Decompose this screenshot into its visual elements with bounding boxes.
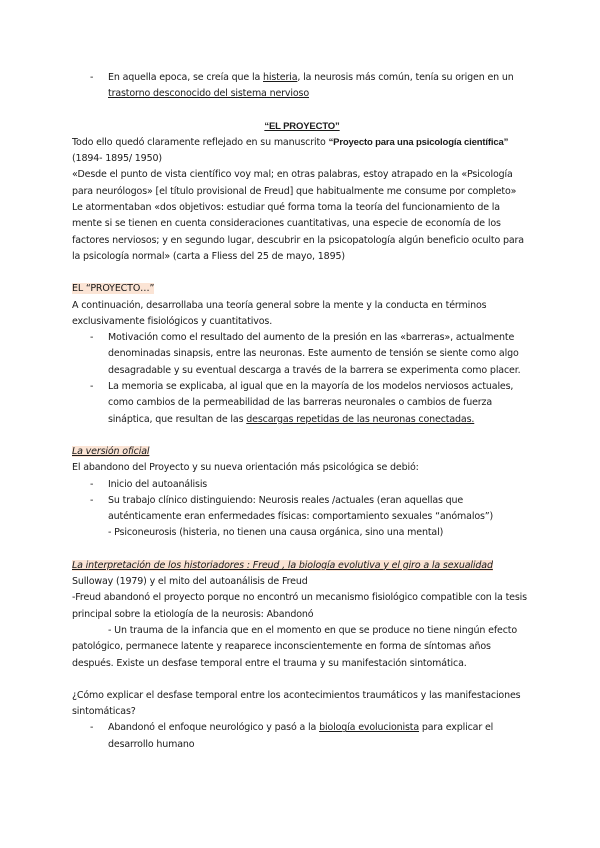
document-page [72,70,532,753]
proyecto2-bullet-1 [72,330,532,379]
highlighted-heading: EL “PROYECTO…” [72,283,155,295]
histeria-underlined: histeria [263,72,298,83]
manuscript-title: “Proyecto para una psicología científica” [328,136,509,148]
proyecto-quote: «Desde el punto de vista científico voy mal; en otras palabras, estoy atrapado en la «Psicología para neurólogos» [el título provisional de Freud] que habitualmente me consume por completo» [72,169,517,197]
trastorno-underlined: trastorno desconocido del sistema nervioso [108,88,309,100]
highlighted-heading: La interpretación de los historiadores : Freud , la biología evolutiva y el giro a la sexualidad [72,559,493,571]
historiadores-bullet-1 [72,720,532,753]
proyecto2-bullet-2 [72,379,532,428]
historiadores-line-3 [72,623,532,672]
text: (1894- 1895/ 1950) [72,153,162,165]
text: En aquella epoca, se creía que la [108,72,264,83]
proyecto-heading: “EL PROYECTO” [264,120,340,132]
version-intro: El abandono del Proyecto y su nueva orientación más psicológica se debió: [72,462,419,474]
highlighted-heading: La versión oficial [72,445,150,457]
historiadores-question: ¿Cómo explicar el desfase temporal entre los acontecimientos traumáticos y las manifestaciones sintomáticas? [72,689,521,718]
proyecto-paragraph-2: Le atormentaban «dos objetivos: estudiar qué forma toma la teoría del funcionamiento de la mente si se tienen en cuenta consideraciones cuantitativas, una especie de economía de los factores nerviosos; y en segundo lugar, descubrir en la psicopatología algún beneficio oculto para la psicología normal» (carta a Fliess del 25 de mayo, 1895) [72,202,524,262]
proyecto2-heading [72,281,532,297]
text: - Un trauma de la infancia que en el momento en que se produce no tiene ningún efecto patológico, permanece latente y reaparece inconscientemente en forma de síntomas años después. Existe un desfase temporal entre el trauma y su manifestación sintomática. [72,624,518,669]
version-bullet-1 [72,477,532,493]
text: Motivación como el resultado del aumento de la presión en las «barreras», actualmente denominadas sinapsis, entre las neuronas. Este aumento de tensión se siente como algo desagradable y su eventual descarga a través de la barrera se experimenta como placer. [108,332,521,376]
text: para explicar el desarrollo humano [108,722,494,750]
bullet-dash: - [90,72,94,83]
text: Abandonó el enfoque neurológico y pasó a la [108,722,320,734]
text: Inicio del autoanálisis [108,478,208,490]
text: Su trabajo clínico distinguiendo: Neurosis reales /actuales (eran aquellas que auténticamente eran enfermedades físicas: comportamiento sexuales “anómalos”) [108,494,494,523]
historiadores-line-2: -Freud abandonó el proyecto porque no encontró un mecanismo fisiológico compatible con la tesis principal sobre la etiología de la neurosis: Abandonó [72,592,527,620]
bullet-dash: - [90,332,94,344]
historiadores-line-1: Sulloway (1979) y el mito del autoanálisis de Freud [72,576,308,588]
text: , la neurosis más común, tenía su origen en un [297,72,514,83]
version-psiconeurosis: - Psiconeurosis (histeria, no tienen una causa orgánica, sino una mental) [108,527,444,539]
bullet-dash: - [90,381,94,393]
descargas-underlined: descargas repetidas de las neuronas conectadas. [246,413,475,425]
version-bullet-2 [72,493,532,526]
proyecto2-intro: A continuación, desarrollaba una teoría general sobre la mente y la conducta en términos exclusivamente fisiológicos y cuantitativos. [72,299,487,327]
bullet-dash: - [90,494,94,506]
biologia-underlined: biología evolucionista [319,722,420,734]
text: Todo ello quedó claramente reflejado en su manuscrito [72,136,329,148]
proyecto-paragraph-1 [72,135,532,168]
text: La memoria se explicaba, al igual que en la mayoría de los modelos nerviosos actuales, como cambios de la permeabilidad de las barreras neuronales o cambios de fuerza sináptica, que resultan de las [108,381,514,425]
intro-bullet [72,70,532,103]
bullet-dash: - [90,478,94,490]
version-heading [72,444,532,460]
historiadores-heading [72,558,532,574]
bullet-dash: - [90,722,94,734]
